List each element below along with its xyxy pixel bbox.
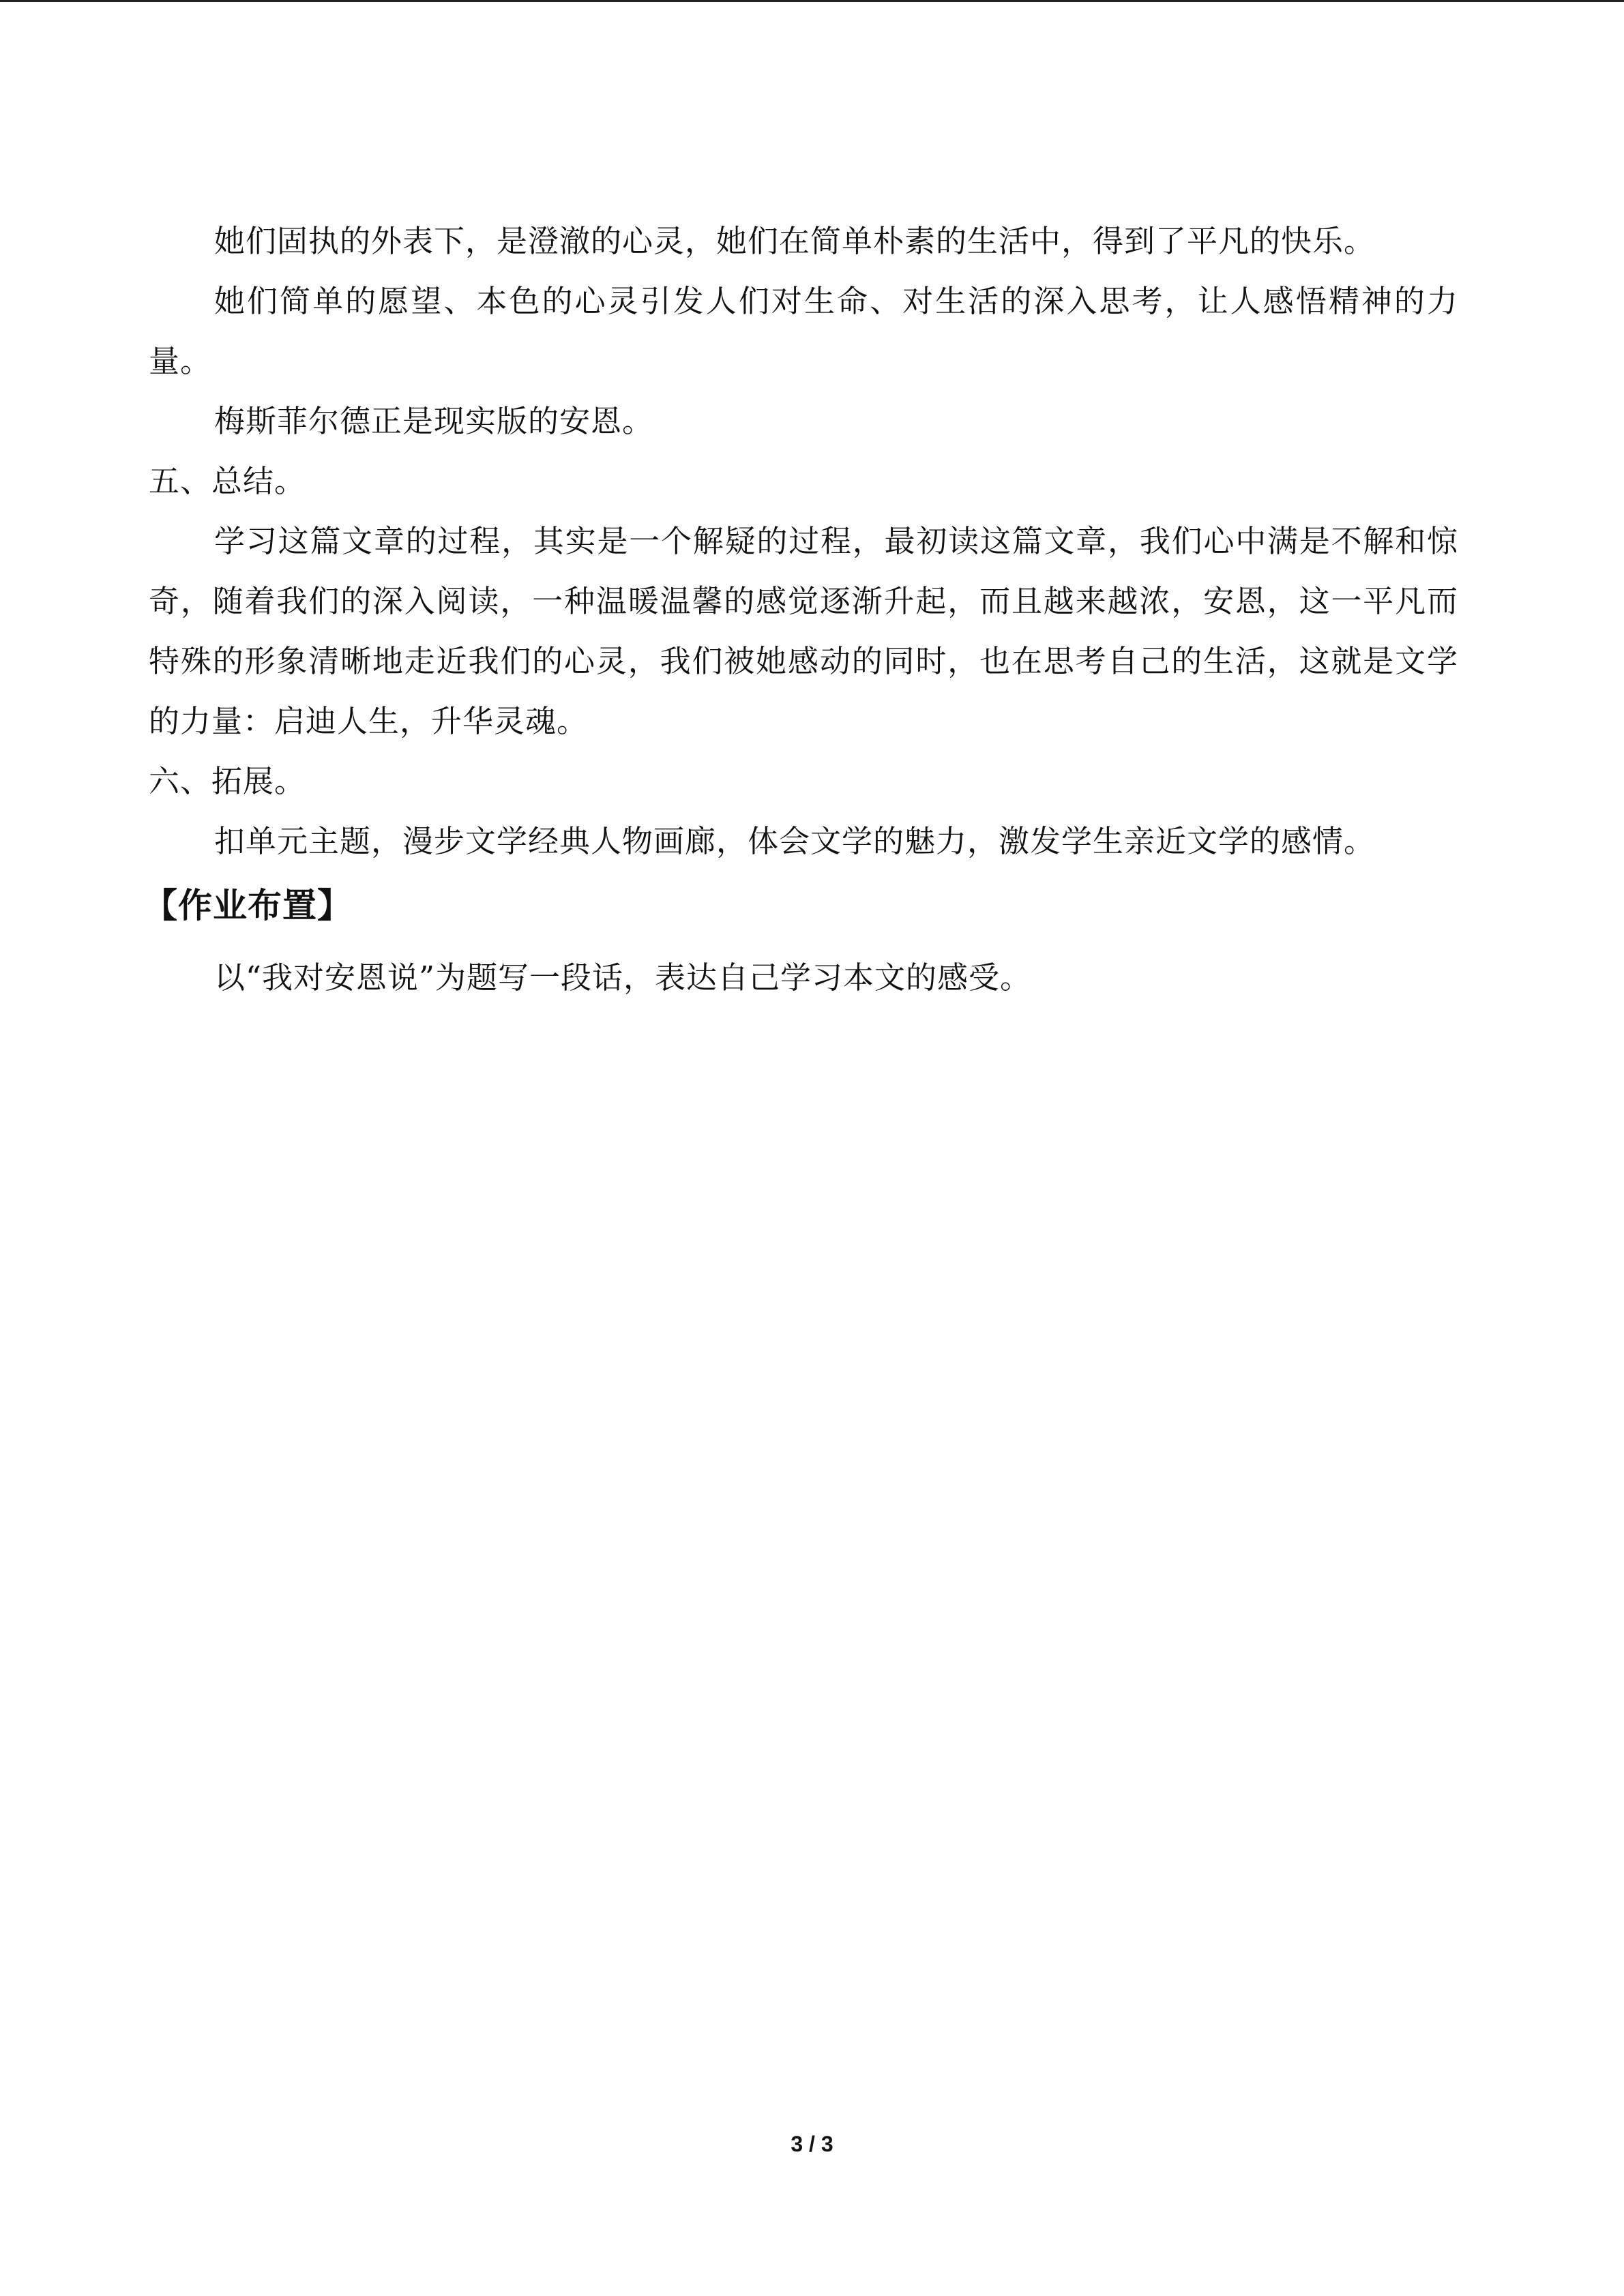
page-number: 3 / 3 bbox=[791, 2132, 833, 2156]
document-body bbox=[143, 211, 1458, 1008]
paragraph-homework: 以“我对安恩说”为题写一段话，表达自己学习本文的感受。 bbox=[214, 959, 1032, 996]
page-top-border bbox=[0, 0, 1624, 2]
heading-summary: 五、总结。 bbox=[149, 463, 306, 499]
paragraph-pure-heart: 她们固执的外表下，是澄澈的心灵，她们在简单朴素的生活中，得到了平凡的快乐。 bbox=[214, 223, 1376, 259]
paragraph-extension: 扣单元主题，漫步文学经典人物画廊，体会文学的魅力，激发学生亲近文学的感情。 bbox=[214, 823, 1376, 859]
paragraph-summary: 学习这篇文章的过程，其实是一个解疑的过程，最初读这篇文章，我们心中满是不解和惊奇，随着我们的深入阅读，一种温暖温馨的感觉逐渐升起，而且越来越浓，安恩，这一平凡而特殊的形象清晰地走近我们的心灵，我们被她感动的同时，也在思考自己的生活，这就是文学的力量：启迪人生，升华灵魂。 bbox=[149, 523, 1458, 739]
heading-extension: 六、拓展。 bbox=[149, 763, 306, 799]
paragraph-masefield: 梅斯菲尔德正是现实版的安恩。 bbox=[214, 403, 654, 439]
paragraph-spiritual-power: 她们简单的愿望、本色的心灵引发人们对生命、对生活的深入思考，让人感悟精神的力量。 bbox=[149, 283, 1458, 379]
section-title-homework: 【作业布置】 bbox=[143, 886, 352, 925]
